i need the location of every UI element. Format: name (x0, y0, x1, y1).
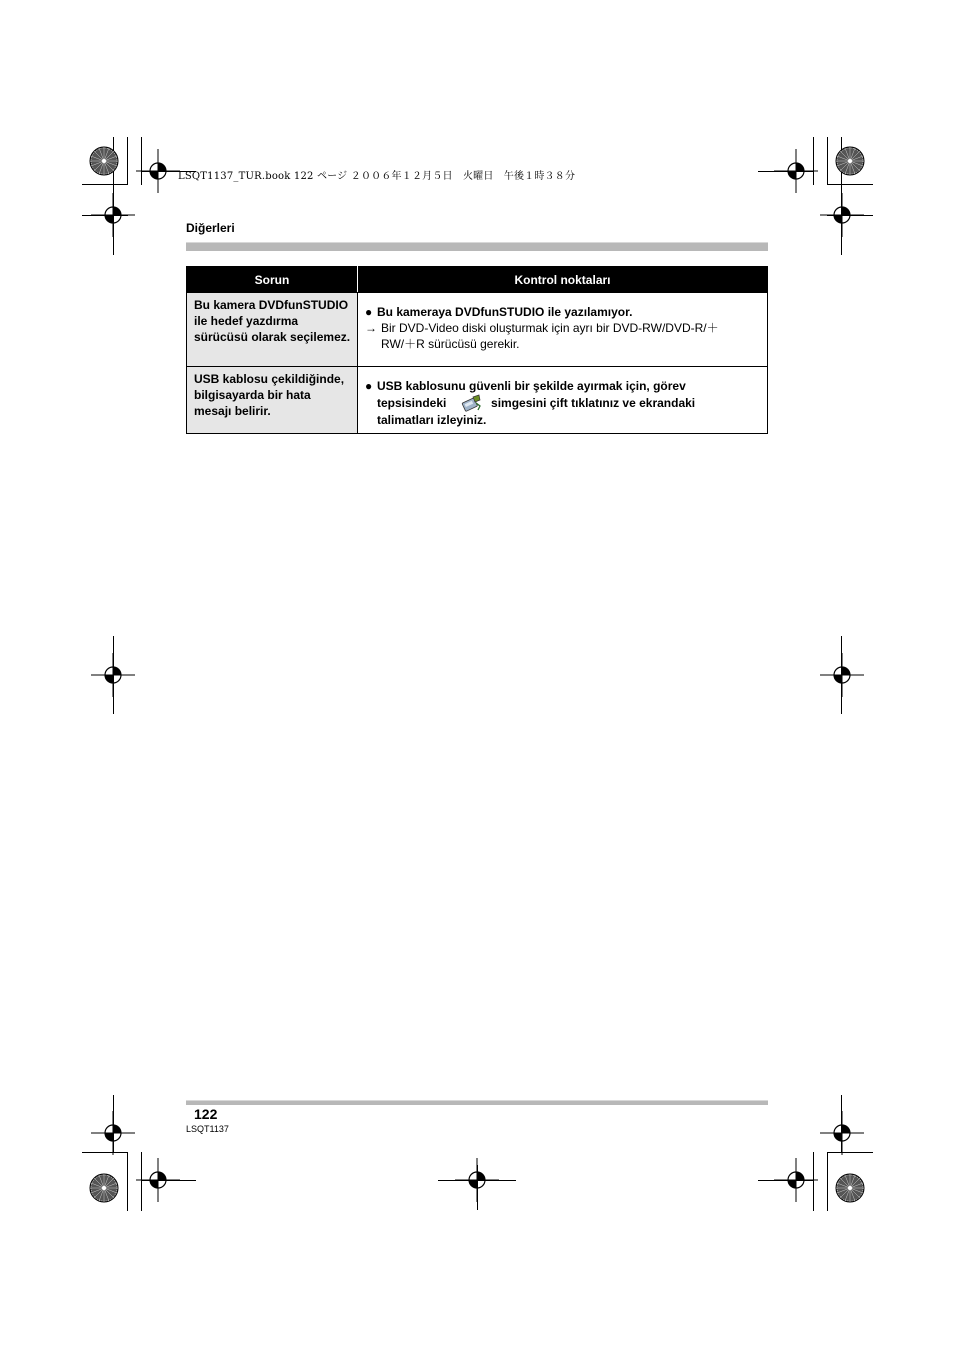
solution-text: Bir DVD-Video diski oluşturmak için ayrı bir DVD-RW/DVD-R/＋RW/＋R sürücüsü gerekir. (381, 321, 719, 351)
crop-line (127, 1152, 128, 1211)
checkpoint-text-part2: simgesini çift tıklatınız ve ekrandaki talimatları izleyiniz. (377, 396, 696, 427)
safely-remove-hardware-icon (460, 394, 482, 412)
registration-mark-icon (820, 193, 864, 237)
color-target-icon (835, 1173, 865, 1203)
arrow-icon: → (365, 321, 377, 335)
checkpoint-solution (365, 320, 759, 352)
problem-cell: Bu kamera DVDfunSTUDIO ile hedef yazdırma sürücüsü olarak seçilemez. (187, 293, 358, 367)
section-title: Diğerleri (186, 221, 235, 235)
header-rule (186, 242, 768, 251)
registration-mark-icon (91, 653, 135, 697)
registration-mark-icon (136, 1158, 180, 1202)
checkpoint-text-part1: USB kablosunu güvenli bir şekilde ayırmak için, görev tepsisindeki (377, 379, 686, 410)
color-target-icon (89, 1173, 119, 1203)
registration-mark-icon (820, 653, 864, 697)
troubleshooting-table (186, 266, 768, 434)
registration-mark-icon (136, 149, 180, 193)
column-header-problem: Sorun (187, 267, 358, 293)
color-target-icon (89, 146, 119, 176)
crop-line (827, 184, 873, 185)
registration-mark-icon (91, 193, 135, 237)
crop-line (82, 184, 128, 185)
color-target-icon (835, 146, 865, 176)
footer-rule (186, 1100, 768, 1105)
checkpoint-text (377, 378, 759, 428)
document-code: LSQT1137 (186, 1124, 229, 1134)
crop-line (827, 137, 828, 185)
print-header: LSQT1137_TUR.book 122 ページ ２００６年１２月５日 火曜日 午後１時３８分 (178, 171, 576, 182)
table-row (187, 293, 768, 367)
problem-cell: USB kablosu çekildiğinde, bilgisayarda bir hata mesajı belirir. (187, 367, 358, 434)
page-number: 122 (194, 1106, 218, 1122)
checkpoint-cell (358, 293, 768, 367)
registration-mark-icon (91, 1111, 135, 1155)
bullet-icon: ● (365, 379, 373, 393)
column-header-checkpoints: Kontrol noktaları (358, 267, 768, 293)
table-header-row (187, 267, 768, 293)
bullet-icon: ● (365, 305, 373, 319)
registration-mark-icon (455, 1158, 499, 1202)
registration-mark-icon (774, 1158, 818, 1202)
registration-mark-icon (774, 149, 818, 193)
table-row (187, 367, 768, 434)
registration-mark-icon (820, 1111, 864, 1155)
checkpoint-cell (358, 367, 768, 434)
checkpoint-item (365, 378, 759, 428)
checkpoint-item (365, 304, 759, 320)
checkpoint-text: Bu kameraya DVDfunSTUDIO ile yazılamıyor. (377, 305, 633, 319)
crop-line (127, 137, 128, 185)
crop-line (827, 1152, 828, 1211)
